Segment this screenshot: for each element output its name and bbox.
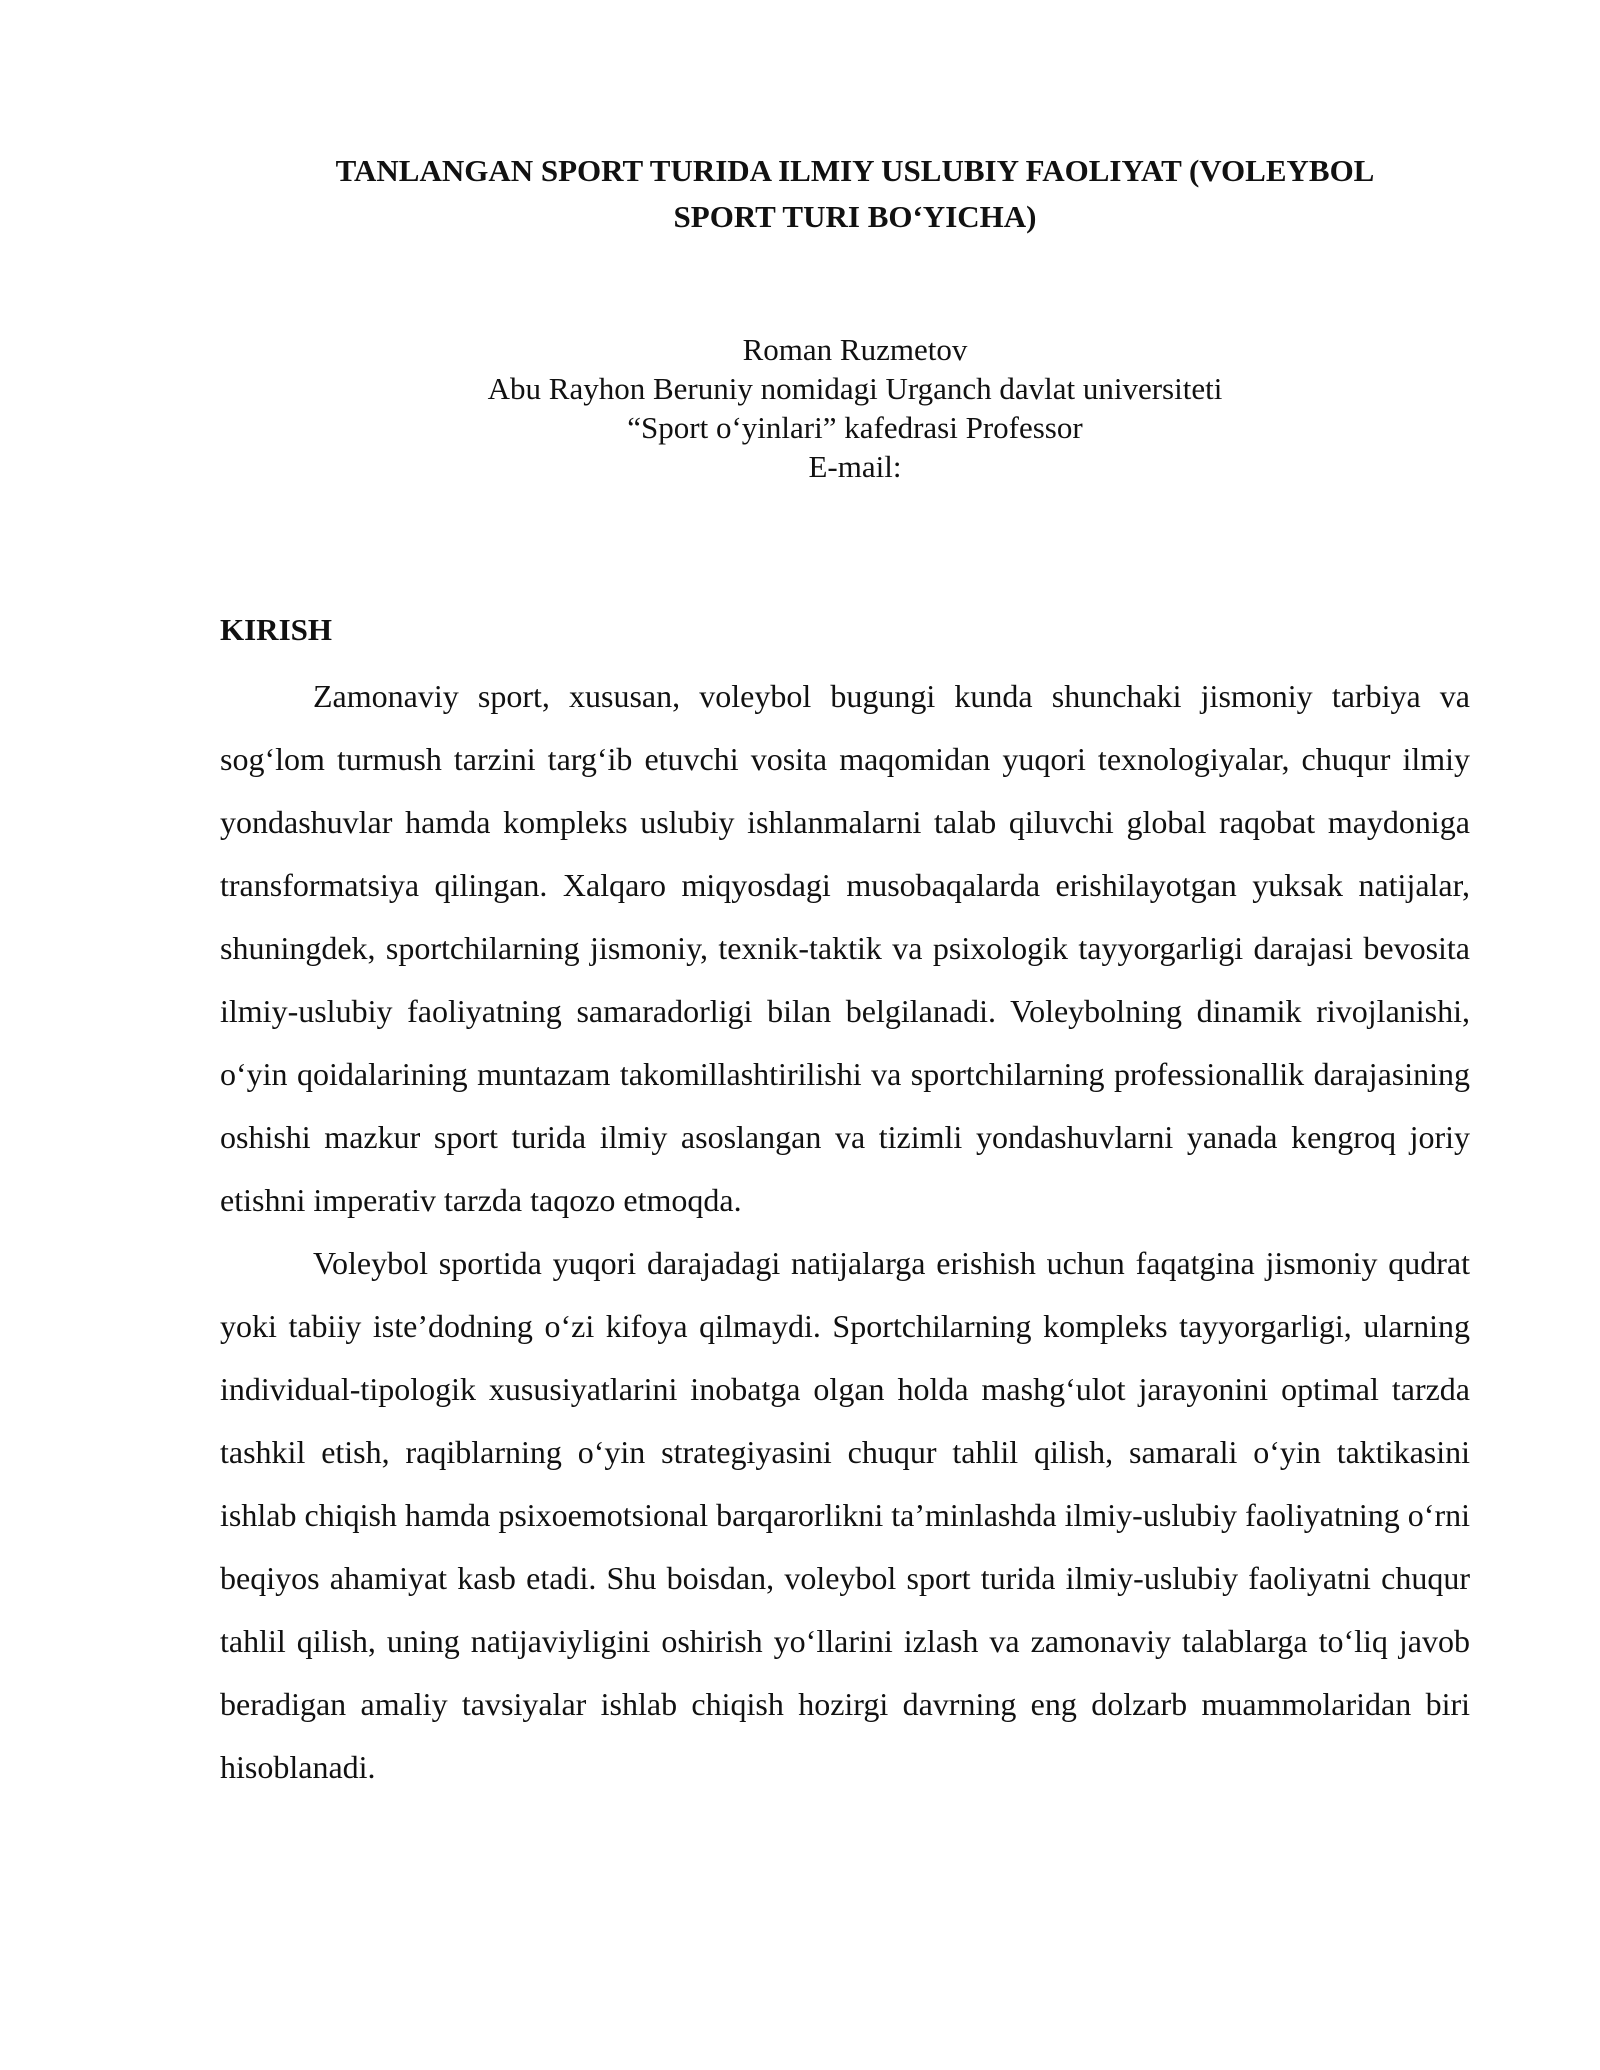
paper-title-line-1: TANLANGAN SPORT TURIDA ILMIY USLUBIY FAOLIYAT (VOLEYBOL [335, 153, 1375, 188]
paper-title [240, 148, 1470, 240]
author-name: Roman Ruzmetov [742, 332, 968, 367]
paragraph-1: Zamonaviy sport, xususan, voleybol bugungi kunda shunchaki jismoniy tarbiya va sog‘lom turmush tarzini targ‘ib etuvchi vosita maqomidan yuqori texnologiyalar, chuqur ilmiy yondashuvlar hamda kompleks uslubiy ishlanmalarni talab qiluvchi global raqobat maydoniga transformatsiya qilingan. Xalqaro miqyosdagi musobaqalarda erishilayotgan yuksak natijalar, shuningdek, sportchilarning jismoniy, texnik-taktik va psixologik tayyorgarligi darajasi bevosita ilmiy-uslubiy faoliyatning samaradorligi bilan belgilanadi. Voleybolning dinamik rivojlanishi, o‘yin qoidalarining muntazam takomillashtirilishi va sportchilarning professionallik darajasining oshishi mazkur sport turida ilmiy asoslangan va tizimli yondashuvlarni yanada kengroq joriy etishni imperativ tarzda taqozo etmoqda. [220, 678, 1470, 1218]
author-affiliation: Abu Rayhon Beruniy nomidagi Urganch davlat universiteti [487, 371, 1223, 406]
author-department: “Sport o‘yinlari” kafedrasi Professor [627, 410, 1083, 445]
section-heading: KIRISH [220, 612, 332, 647]
author-block [300, 330, 1410, 486]
section-body [220, 665, 1470, 1799]
author-email-label: E-mail: [808, 449, 902, 484]
paper-title-line-2: SPORT TURI BO‘YICHA) [673, 199, 1037, 234]
paragraph-2: Voleybol sportida yuqori darajadagi natijalarga erishish uchun faqatgina jismoniy qudrat yoki tabiiy iste’dodning o‘zi kifoya qilmaydi. Sportchilarning kompleks tayyorgarligi, ularning individual-tipologik xususiyatlarini inobatga olgan holda mashg‘ulot jarayonini optimal tarzda tashkil etish, raqiblarning o‘yin strategiyasini chuqur tahlil qilish, samarali o‘yin taktikasini ishlab chiqish hamda psixoemotsional barqarorlikni ta’minlashda ilmiy-uslubiy faoliyatning o‘rni beqiyos ahamiyat kasb etadi. Shu boisdan, voleybol sport turida ilmiy-uslubiy faoliyatni chuqur tahlil qilish, uning natijaviyligini oshirish yo‘llarini izlash va zamonaviy talablarga to‘liq javob beradigan amaliy tavsiyalar ishlab chiqish hozirgi davrning eng dolzarb muammolaridan biri hisoblanadi. [220, 1245, 1470, 1785]
